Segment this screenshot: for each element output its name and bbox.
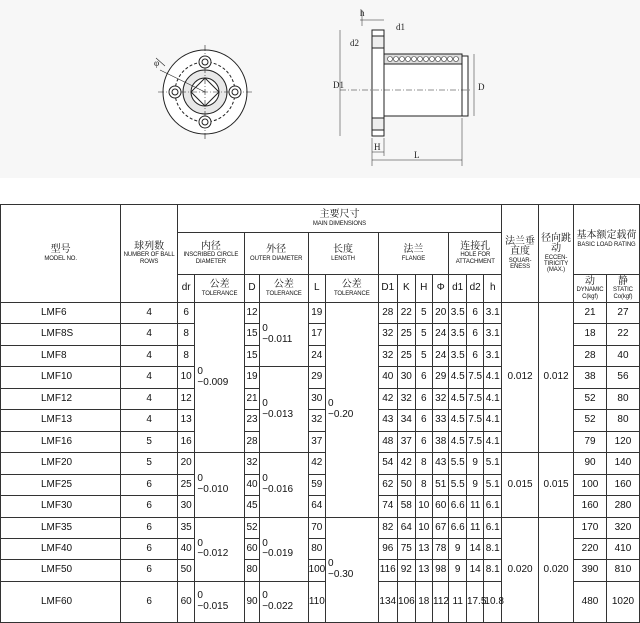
K-cell: 64 [398,517,415,538]
phi-cell: 24 [433,324,449,345]
model-cell: LMF60 [1,581,121,622]
H-cell: 5 [415,303,432,324]
d1-cell: 3.5 [449,324,466,345]
d1-cell: 11 [449,581,466,622]
K-cell: 42 [398,453,415,474]
phi-label: φ [154,58,160,68]
dr-cell: 16 [177,431,194,452]
D1-cell: 48 [378,431,398,452]
tolerance-cell: 0 −0.019 [260,517,308,581]
hole-header: 连接孔 HOLE FOR ATTACHMENT [449,233,502,275]
L-cell: 110 [308,581,325,622]
model-cell: LMF25 [1,474,121,495]
D1-cell: 116 [378,560,398,581]
H-cell: 6 [415,388,432,409]
squareness-cell: 0.015 [502,453,539,517]
model-cell: LMF8 [1,345,121,366]
D-cell: 90 [244,581,259,622]
dynamic-cell: 28 [574,345,607,366]
squareness-cell: 0.020 [502,517,539,622]
d2-cell: 7.5 [466,367,483,388]
phi-cell: 38 [433,431,449,452]
ball-rows-cell: 4 [121,367,178,388]
d2-cell: 14 [466,560,483,581]
D1-cell: 32 [378,345,398,366]
d1-cell: 4.5 [449,388,466,409]
h-cell: 8.1 [484,560,502,581]
D-cell: 23 [244,410,259,431]
col-h: h [484,275,502,303]
L-cell: 19 [308,303,325,324]
phi-cell: 29 [433,367,449,388]
D-cell: 52 [244,517,259,538]
dr-cell: 40 [177,538,194,559]
phi-cell: 78 [433,538,449,559]
static-cell: 160 [606,474,639,495]
h-cell: 8.1 [484,538,502,559]
d1-cell: 4.5 [449,431,466,452]
h-cell: 4.1 [484,431,502,452]
h-cell: 6.1 [484,517,502,538]
d2-cell: 11 [466,496,483,517]
ball-rows-cell: 6 [121,560,178,581]
d2-dim-label: d2 [350,38,359,48]
front-view [156,45,252,139]
K-cell: 50 [398,474,415,495]
h-cell: 5.1 [484,474,502,495]
d2-cell: 7.5 [466,431,483,452]
d1-cell: 9 [449,538,466,559]
model-cell: LMF40 [1,538,121,559]
eccentricity-cell: 0.020 [539,517,574,622]
phi-cell: 112 [433,581,449,622]
ball-rows-cell: 4 [121,388,178,409]
K-cell: 25 [398,324,415,345]
ball-rows-cell: 6 [121,538,178,559]
tolerance-cell: 0 −0.022 [260,581,308,622]
d2-cell: 7.5 [466,410,483,431]
ball-rows-cell: 6 [121,517,178,538]
d2-cell: 9 [466,474,483,495]
d1-cell: 3.5 [449,345,466,366]
D-cell: 19 [244,367,259,388]
K-cell: 25 [398,345,415,366]
d2-cell: 7.5 [466,388,483,409]
model-cell: LMF12 [1,388,121,409]
d2-cell: 6 [466,303,483,324]
H-cell: 5 [415,345,432,366]
L-cell: 37 [308,431,325,452]
h-cell: 3.1 [484,303,502,324]
eccentricity-header: 径向跳动 ECCEN-TIRICITY (MAX.) [539,205,574,303]
L-cell: 32 [308,410,325,431]
static-cell: 140 [606,453,639,474]
D-cell: 12 [244,303,259,324]
col-L: L [308,275,325,303]
K-cell: 32 [398,388,415,409]
ball-rows-cell: 4 [121,303,178,324]
col-D: D [244,275,259,303]
col-d1: d1 [449,275,466,303]
D-cell: 45 [244,496,259,517]
L-cell: 17 [308,324,325,345]
H-cell: 5 [415,324,432,345]
H-cell: 13 [415,560,432,581]
dr-cell: 8 [177,345,194,366]
ball-rows-cell: 4 [121,324,178,345]
phi-cell: 98 [433,560,449,581]
phi-cell: 32 [433,388,449,409]
H-cell: 18 [415,581,432,622]
H-cell: 6 [415,367,432,388]
h-cell: 10.8 [484,581,502,622]
h-cell: 4.1 [484,388,502,409]
h-cell: 3.1 [484,345,502,366]
h-cell: 5.1 [484,453,502,474]
ball-rows-header: 球列数 NUMBER OF BALL ROWS [121,205,178,303]
dynamic-cell: 220 [574,538,607,559]
dr-cell: 20 [177,453,194,474]
ball-rows-cell: 6 [121,581,178,622]
dr-cell: 8 [177,324,194,345]
H-cell: 8 [415,453,432,474]
model-header: 型号 MODEL NO. [1,205,121,303]
phi-cell: 43 [433,453,449,474]
drawing-svg [0,0,640,178]
K-cell: 30 [398,367,415,388]
D1-dim-label: D1 [333,80,344,90]
L-dim-label: L [414,150,420,160]
eccentricity-cell: 0.012 [539,303,574,453]
static-cell: 40 [606,345,639,366]
dr-cell: 35 [177,517,194,538]
D-cell: 15 [244,324,259,345]
dr-cell: 12 [177,388,194,409]
dynamic-cell: 18 [574,324,607,345]
static-cell: 56 [606,367,639,388]
table-row [1,517,640,538]
dynamic-cell: 79 [574,431,607,452]
H-cell: 6 [415,410,432,431]
static-cell: 80 [606,388,639,409]
tolerance-cell: 0 −0.20 [326,303,378,518]
dynamic-cell: 21 [574,303,607,324]
h-cell: 6.1 [484,496,502,517]
model-cell: LMF30 [1,496,121,517]
d1-cell: 4.5 [449,367,466,388]
col-d2: d2 [466,275,483,303]
d1-cell: 6.6 [449,496,466,517]
h-dim-label: h [360,8,365,18]
dynamic-cell: 52 [574,410,607,431]
L-cell: 42 [308,453,325,474]
model-cell: LMF10 [1,367,121,388]
main-dimensions-header: 主要尺寸 MAIN DIMENSIONS [177,205,501,233]
col-dynamic: 动 DYNAMIC C(kgf) [574,275,607,303]
L-cell: 100 [308,560,325,581]
col-phi: Φ [433,275,449,303]
ball-rows-cell: 5 [121,431,178,452]
col-static: 静 STATIC Co(kgf) [606,275,639,303]
dr-cell: 25 [177,474,194,495]
static-cell: 320 [606,517,639,538]
K-cell: 58 [398,496,415,517]
outer-header: 外径 OUTER DIAMETER [244,233,308,275]
D-cell: 28 [244,431,259,452]
D1-cell: 28 [378,303,398,324]
tolerance-cell: 0 −0.013 [260,367,308,453]
phi-cell: 60 [433,496,449,517]
dr-cell: 50 [177,560,194,581]
D1-cell: 82 [378,517,398,538]
d1-cell: 9 [449,560,466,581]
dynamic-cell: 100 [574,474,607,495]
squareness-cell: 0.012 [502,303,539,453]
ball-rows-cell: 6 [121,474,178,495]
tolerance-cell: 0 −0.016 [260,453,308,517]
length-header: 长度 LENGTH [308,233,378,275]
static-cell: 27 [606,303,639,324]
L-cell: 24 [308,345,325,366]
L-cell: 59 [308,474,325,495]
eccentricity-cell: 0.015 [539,453,574,517]
dynamic-cell: 52 [574,388,607,409]
D-cell: 32 [244,453,259,474]
col-dr-tol: 公差 TOLERANCE [195,275,244,303]
K-cell: 37 [398,431,415,452]
d2-cell: 11 [466,517,483,538]
static-cell: 120 [606,431,639,452]
D-cell: 21 [244,388,259,409]
basic-load-header: 基本额定载荷 BASIC LOAD RATING [574,205,640,275]
spec-table [0,204,640,623]
D1-cell: 43 [378,410,398,431]
model-cell: LMF6 [1,303,121,324]
d2-cell: 6 [466,324,483,345]
D1-cell: 134 [378,581,398,622]
ball-rows-cell: 6 [121,496,178,517]
H-cell: 13 [415,538,432,559]
model-cell: LMF16 [1,431,121,452]
D-cell: 40 [244,474,259,495]
dynamic-cell: 390 [574,560,607,581]
D-cell: 60 [244,538,259,559]
h-cell: 4.1 [484,367,502,388]
H-dim-label: H [374,142,381,152]
col-D-tol: 公差 TOLERANCE [260,275,308,303]
static-cell: 810 [606,560,639,581]
phi-cell: 51 [433,474,449,495]
d2-cell: 6 [466,345,483,366]
D1-cell: 32 [378,324,398,345]
L-cell: 29 [308,367,325,388]
d2-cell: 17.5 [466,581,483,622]
dynamic-cell: 38 [574,367,607,388]
H-cell: 6 [415,431,432,452]
dynamic-cell: 170 [574,517,607,538]
D1-cell: 96 [378,538,398,559]
d1-cell: 6.6 [449,517,466,538]
d1-dim-label: d1 [396,22,405,32]
header-row-1 [1,205,640,233]
d1-cell: 5.5 [449,453,466,474]
dr-cell: 6 [177,303,194,324]
K-cell: 34 [398,410,415,431]
col-D1: D1 [378,275,398,303]
D1-cell: 42 [378,388,398,409]
D-cell: 80 [244,560,259,581]
tolerance-cell: 0 −0.012 [195,517,244,581]
dr-cell: 10 [177,367,194,388]
dynamic-cell: 480 [574,581,607,622]
tolerance-cell: 0 −0.011 [260,303,308,367]
flange-header: 法兰 FLANGE [378,233,449,275]
tolerance-cell: 0 −0.015 [195,581,244,622]
dr-cell: 13 [177,410,194,431]
spec-body [1,303,640,623]
squareness-header: 法兰垂直度 SQUAR-ENESS [502,205,539,303]
model-cell: LMF35 [1,517,121,538]
D1-cell: 74 [378,496,398,517]
static-cell: 280 [606,496,639,517]
static-cell: 80 [606,410,639,431]
technical-drawing-area [0,0,640,178]
ball-rows-cell: 4 [121,345,178,366]
D1-cell: 40 [378,367,398,388]
D1-cell: 54 [378,453,398,474]
col-L-tol: 公差 TOLERANCE [326,275,378,303]
H-cell: 10 [415,496,432,517]
D1-cell: 62 [378,474,398,495]
col-H: H [415,275,432,303]
static-cell: 1020 [606,581,639,622]
phi-cell: 24 [433,345,449,366]
L-cell: 64 [308,496,325,517]
tolerance-cell: 0 −0.009 [195,303,244,453]
L-cell: 80 [308,538,325,559]
model-cell: LMF8S [1,324,121,345]
H-cell: 8 [415,474,432,495]
model-cell: LMF13 [1,410,121,431]
ball-rows-cell: 5 [121,453,178,474]
phi-cell: 20 [433,303,449,324]
inscribed-header: 内径 INSCRIBED CIRCLE DIAMETER [177,233,244,275]
K-cell: 22 [398,303,415,324]
d2-cell: 9 [466,453,483,474]
col-K: K [398,275,415,303]
phi-cell: 67 [433,517,449,538]
L-cell: 30 [308,388,325,409]
table-row [1,303,640,324]
ball-rows-cell: 4 [121,410,178,431]
model-cell: LMF50 [1,560,121,581]
side-view [340,10,474,166]
H-cell: 10 [415,517,432,538]
phi-cell: 33 [433,410,449,431]
K-cell: 92 [398,560,415,581]
d1-cell: 3.5 [449,303,466,324]
static-cell: 22 [606,324,639,345]
col-dr: dr [177,275,194,303]
d2-cell: 14 [466,538,483,559]
tolerance-cell: 0 −0.30 [326,517,378,622]
d1-cell: 4.5 [449,410,466,431]
static-cell: 410 [606,538,639,559]
K-cell: 75 [398,538,415,559]
L-cell: 70 [308,517,325,538]
dynamic-cell: 160 [574,496,607,517]
D-dim-label: D [478,82,485,92]
d1-cell: 5.5 [449,474,466,495]
table-row [1,453,640,474]
dr-cell: 60 [177,581,194,622]
dynamic-cell: 90 [574,453,607,474]
model-cell: LMF20 [1,453,121,474]
tolerance-cell: 0 −0.010 [195,453,244,517]
h-cell: 3.1 [484,324,502,345]
h-cell: 4.1 [484,410,502,431]
D-cell: 15 [244,345,259,366]
dr-cell: 30 [177,496,194,517]
K-cell: 106 [398,581,415,622]
